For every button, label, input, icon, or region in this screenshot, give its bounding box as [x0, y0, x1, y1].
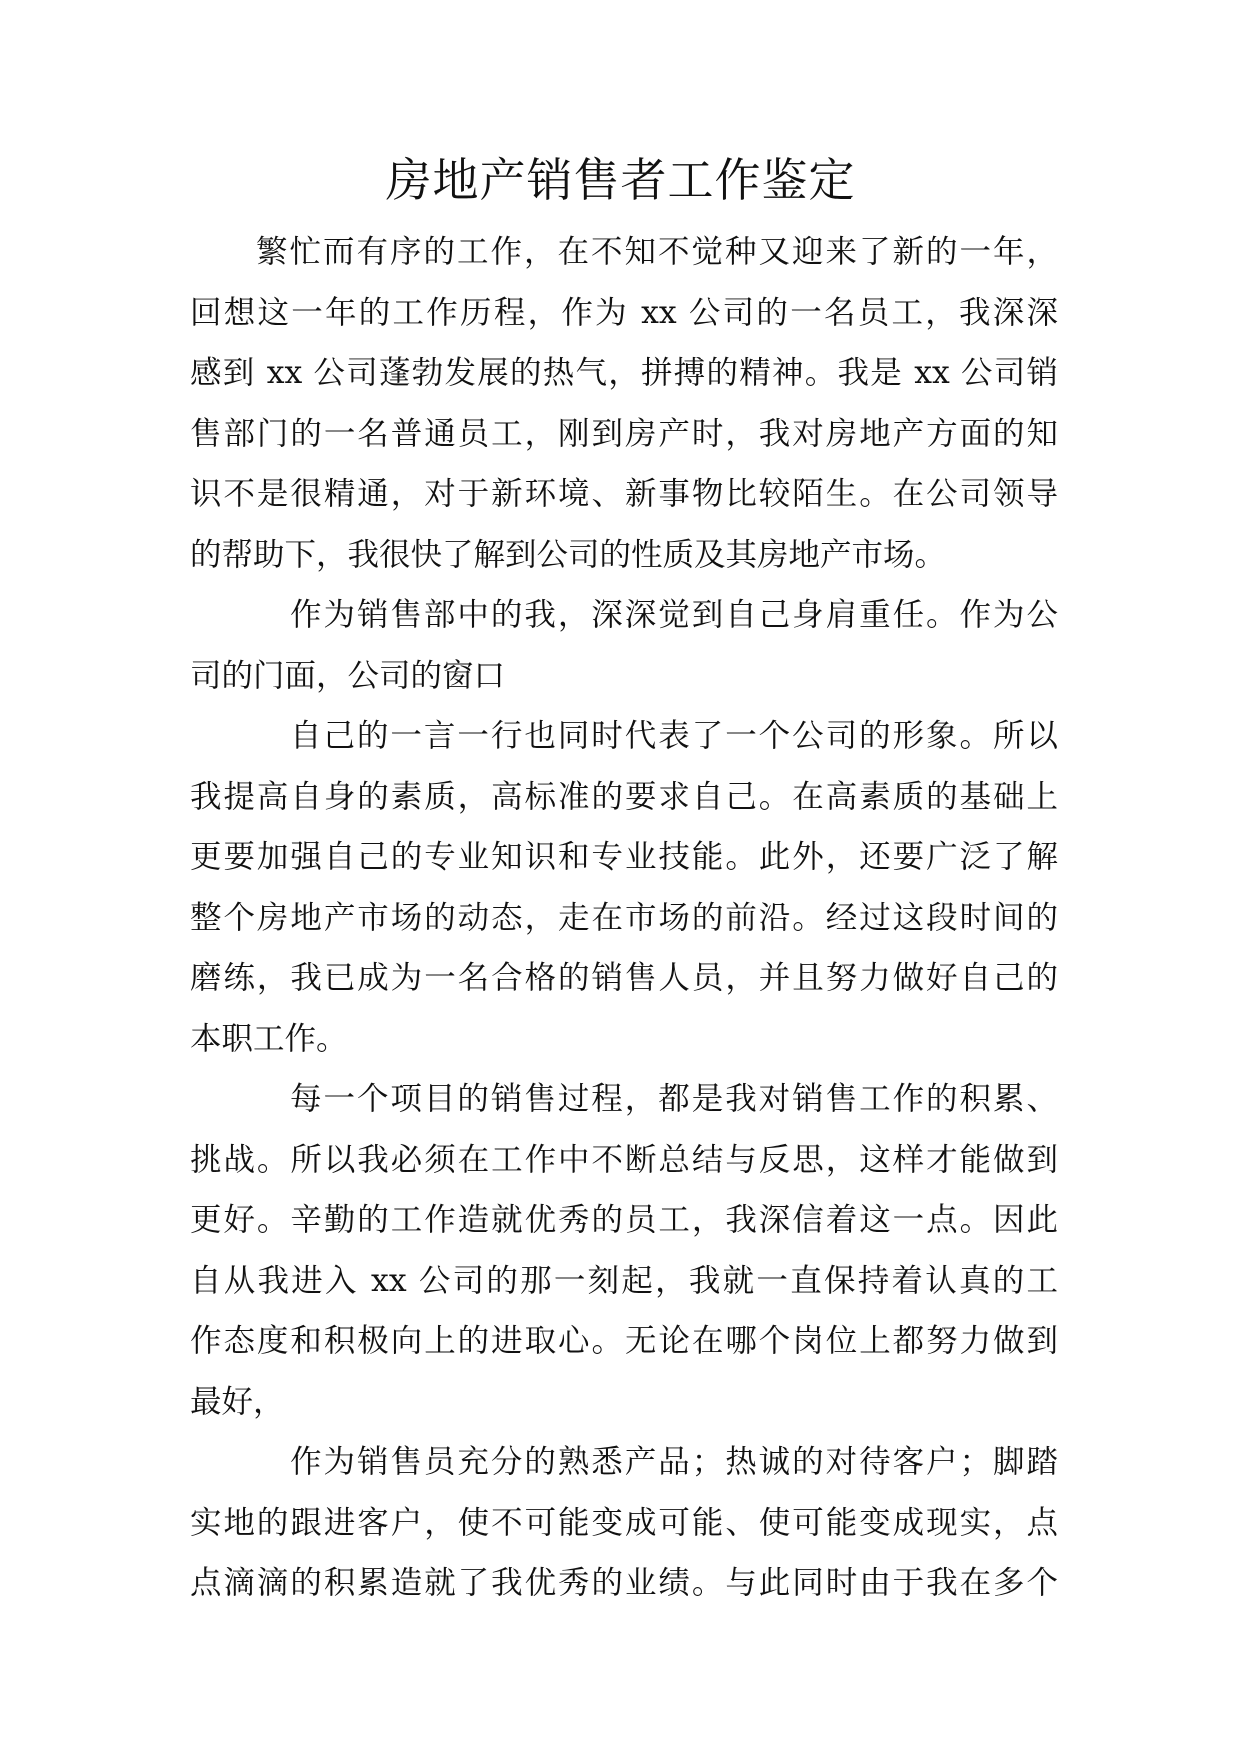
paragraph-3-line-5: 磨练，我已成为一名合格的销售人员，并且努力做好自己的	[190, 960, 1058, 996]
paragraph-1-line-5: 识不是很精通，对于新环境、新事物比较陌生。在公司领导	[190, 476, 1058, 512]
paragraph-3-line-1: 自己的一言一行也同时代表了一个公司的形象。所以	[290, 718, 1058, 754]
paragraph-4-line-4: 自从我进入 xx 公司的那一刻起，我就一直保持着认真的工	[190, 1262, 1058, 1299]
paragraph-1-line-4: 售部门的一名普通员工，刚到房产时，我对房地产方面的知	[190, 415, 1058, 452]
paragraph-5-line-1: 作为销售员充分的熟悉产品；热诚的对待客户；脚踏	[290, 1444, 1058, 1480]
paragraph-5-line-2: 实地的跟进客户，使不可能变成可能、使可能变成现实，点	[190, 1504, 1058, 1541]
paragraph-3-line-3: 更要加强自己的专业知识和专业技能。此外，还要广泛了解	[190, 839, 1058, 875]
paragraph-3-line-4: 整个房地产市场的动态，走在市场的前沿。经过这段时间的	[190, 899, 1058, 936]
paragraph-1-line-6: 的帮助下，我很快了解到公司的性质及其房地产市场。	[190, 536, 947, 573]
paragraph-2-line-1: 作为销售部中的我，深深觉到自己身肩重任。作为公	[290, 597, 1058, 633]
paragraph-1-line-1: 繁忙而有序的工作，在不知不觉种又迎来了新的一年，	[256, 234, 1058, 270]
paragraph-5-line-3: 点滴滴的积累造就了我优秀的业绩。与此同时由于我在多个	[190, 1565, 1058, 1601]
paragraph-4-line-6: 最好，	[190, 1383, 285, 1420]
paragraph-4-line-2: 挑战。所以我必须在工作中不断总结与反思，这样才能做到	[190, 1141, 1058, 1178]
document-body	[190, 222, 1058, 1614]
document-title: 房地产销售者工作鉴定	[385, 153, 856, 207]
paragraph-4-line-5: 作态度和积极向上的进取心。无论在哪个岗位上都努力做到	[190, 1323, 1058, 1359]
paragraph-4-line-3: 更好。辛勤的工作造就优秀的员工，我深信着这一点。因此	[190, 1202, 1058, 1238]
paragraph-1-line-2: 回想这一年的工作历程，作为 xx 公司的一名员工，我深深	[190, 294, 1058, 331]
paragraph-3-line-6: 本职工作。	[190, 1020, 348, 1057]
paragraph-4-line-1: 每一个项目的销售过程，都是我对销售工作的积累、	[290, 1081, 1058, 1117]
paragraph-2-line-2: 司的门面，公司的窗口	[190, 657, 506, 694]
paragraph-1-line-3: 感到 xx 公司蓬勃发展的热气，拼搏的精神。我是 xx 公司销	[190, 355, 1058, 391]
paragraph-3-line-2: 我提高自身的素质，高标准的要求自己。在高素质的基础上	[190, 778, 1058, 815]
